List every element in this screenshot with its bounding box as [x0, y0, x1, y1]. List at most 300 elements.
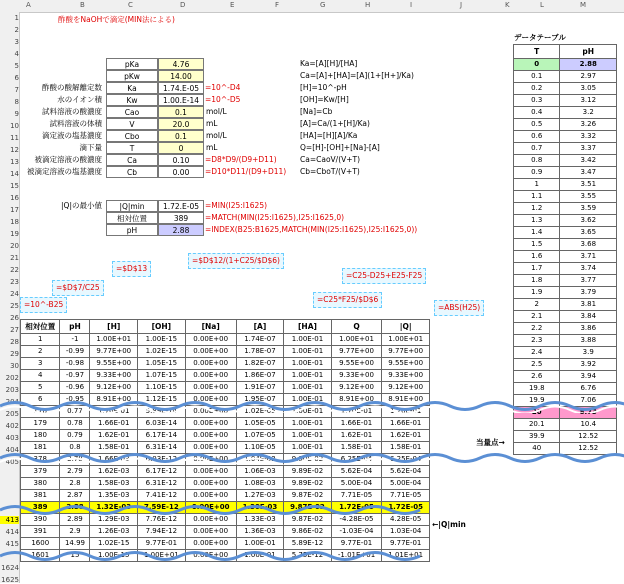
table-cell[interactable]: 7.41E-12 — [138, 490, 186, 502]
table-cell[interactable]: Q — [331, 320, 382, 334]
data-table-cell[interactable]: 3.05 — [560, 83, 617, 95]
param-label[interactable]: 水のイオン積 — [57, 95, 102, 104]
table-cell[interactable]: 1.07E-05 — [236, 430, 284, 442]
column-letter[interactable]: A — [26, 1, 31, 9]
table-cell[interactable]: 0.00E+00 — [185, 358, 236, 370]
row-number[interactable]: 6 — [14, 74, 19, 82]
row-number[interactable]: 402 — [5, 422, 19, 430]
table-cell[interactable]: 7.71E-05 — [331, 490, 382, 502]
table-cell[interactable]: 1.00E-15 — [90, 550, 138, 562]
data-table-cell[interactable]: 1.7 — [514, 263, 560, 275]
param-label[interactable]: 試料溶液の酸濃度 — [42, 107, 102, 116]
row-number[interactable]: 2 — [14, 26, 19, 34]
table-cell[interactable]: 6.31E-14 — [138, 442, 186, 454]
table-cell[interactable]: [H] — [90, 320, 138, 334]
table-cell[interactable]: 1.00E-01 — [284, 334, 332, 346]
data-table-cell[interactable]: 2.4 — [514, 347, 560, 359]
data-table-cell[interactable]: 0.8 — [514, 155, 560, 167]
table-cell[interactable]: |Q| — [382, 320, 430, 334]
table-cell[interactable]: 1.70E-01 — [331, 406, 382, 418]
table-cell[interactable]: 1.58E-01 — [90, 442, 138, 454]
data-table-cell[interactable]: 19.8 — [514, 383, 560, 395]
table-cell[interactable]: 378 — [21, 454, 60, 466]
row-number[interactable]: 26 — [10, 314, 19, 322]
table-cell[interactable]: 1.82E-07 — [236, 358, 284, 370]
data-table-cell[interactable]: 2.3 — [514, 335, 560, 347]
table-cell[interactable]: 1.00E+01 — [382, 334, 430, 346]
param-note[interactable]: [OH]=Kw/[H] — [300, 95, 349, 104]
data-table-cell[interactable]: 2.2 — [514, 323, 560, 335]
min-value[interactable]: 389 — [158, 212, 204, 224]
row-number[interactable]: 19 — [10, 230, 19, 238]
table-cell[interactable]: 181 — [21, 442, 60, 454]
table-cell[interactable]: [Na] — [185, 320, 236, 334]
row-number[interactable]: 413 — [0, 516, 19, 524]
table-cell[interactable]: 389 — [21, 502, 60, 514]
data-table-cell[interactable]: 3.81 — [560, 299, 617, 311]
param-formula[interactable] — [205, 58, 295, 70]
table-cell[interactable]: 1.00E-01 — [284, 370, 332, 382]
param-label[interactable]: 試料溶液の体積 — [49, 119, 102, 128]
table-cell[interactable]: 1.36E-03 — [236, 526, 284, 538]
table-cell[interactable]: 1.00E-01 — [284, 430, 332, 442]
data-table-cell[interactable]: 1.2 — [514, 203, 560, 215]
table-cell[interactable]: 4 — [21, 370, 60, 382]
data-table-cell[interactable]: 0.1 — [514, 71, 560, 83]
param-note[interactable]: [Na]=Cb — [300, 107, 333, 116]
table-cell[interactable]: 9.87E-02 — [284, 490, 332, 502]
min-label[interactable] — [20, 224, 102, 236]
sheet-title[interactable]: 酢酸をNaOHで滴定(MIN法による) — [58, 15, 175, 24]
table-cell[interactable]: 8.91E+00 — [331, 394, 382, 406]
table-cell[interactable]: 6.17E-14 — [138, 430, 186, 442]
table-cell[interactable]: 9.33E+00 — [331, 370, 382, 382]
data-table-cell[interactable]: 3.59 — [560, 203, 617, 215]
table-cell[interactable]: 9.12E+00 — [90, 382, 138, 394]
table-cell[interactable]: 1.74E-07 — [236, 334, 284, 346]
table-cell[interactable]: 1.00E-01 — [284, 418, 332, 430]
row-number[interactable]: 28 — [10, 338, 19, 346]
table-cell[interactable]: -0.97 — [60, 370, 90, 382]
table-cell[interactable]: 2.87 — [60, 490, 90, 502]
column-letter[interactable]: D — [180, 1, 186, 9]
data-table-cell[interactable]: 0.6 — [514, 131, 560, 143]
row-number[interactable]: 405 — [5, 458, 19, 466]
min-value[interactable]: 2.88 — [158, 224, 204, 236]
data-table-cell[interactable]: 3.2 — [560, 107, 617, 119]
table-cell[interactable]: 1 — [21, 334, 60, 346]
table-cell[interactable]: 1.70E-01 — [90, 406, 138, 418]
data-table-cell[interactable]: 3.51 — [560, 179, 617, 191]
param-note[interactable]: [H]=10^-pH — [300, 83, 347, 92]
table-cell[interactable]: 5.00E-04 — [331, 478, 382, 490]
data-table-cell[interactable]: 19.9 — [514, 395, 560, 407]
row-number[interactable]: 7 — [14, 86, 19, 94]
data-table-cell[interactable]: 3.37 — [560, 143, 617, 155]
row-number[interactable]: 1624 — [1, 564, 19, 572]
table-cell[interactable]: -4.28E-05 — [331, 514, 382, 526]
table-cell[interactable]: 0.8 — [60, 442, 90, 454]
table-cell[interactable]: 1.91E-07 — [236, 382, 284, 394]
param-note[interactable]: Cb=CboT/(V+T) — [300, 167, 360, 176]
table-cell[interactable]: 0.79 — [60, 430, 90, 442]
table-cell[interactable]: 相対位置 — [21, 320, 60, 334]
param-label[interactable]: 酢酸の酸解離定数 — [42, 83, 102, 92]
table-cell[interactable]: 9.90E-02 — [284, 454, 332, 466]
table-cell[interactable]: 179 — [21, 418, 60, 430]
param-formula[interactable] — [205, 70, 295, 82]
table-cell[interactable]: 379 — [21, 466, 60, 478]
table-cell[interactable]: 5.89E-12 — [284, 538, 332, 550]
table-cell[interactable]: 0.78 — [60, 418, 90, 430]
table-cell[interactable]: 1.27E-03 — [236, 490, 284, 502]
table-cell[interactable]: 9.12E+00 — [382, 382, 430, 394]
row-number[interactable]: 20 — [10, 242, 19, 250]
table-cell[interactable]: 8.91E+00 — [382, 394, 430, 406]
data-table-header[interactable]: pH — [560, 45, 617, 59]
param-symbol[interactable]: Kw — [106, 94, 158, 106]
data-table-cell[interactable]: 0.7 — [514, 143, 560, 155]
data-table-cell[interactable]: 3.79 — [560, 287, 617, 299]
data-table-cell[interactable]: 0.9 — [514, 167, 560, 179]
column-letter[interactable]: B — [80, 1, 85, 9]
row-number[interactable]: 3 — [14, 38, 19, 46]
table-cell[interactable]: 7.76E-12 — [138, 514, 186, 526]
param-unit[interactable]: mol/L — [206, 131, 227, 140]
column-letter[interactable]: C — [128, 1, 133, 9]
table-cell[interactable]: 4.28E-05 — [382, 514, 430, 526]
table-cell[interactable]: [HA] — [284, 320, 332, 334]
table-cell[interactable]: 6.03E-12 — [138, 454, 186, 466]
table-cell[interactable]: 1.29E-03 — [90, 514, 138, 526]
table-cell[interactable]: 0.00E+00 — [185, 490, 236, 502]
column-letter[interactable]: I — [410, 1, 413, 9]
table-cell[interactable]: 5.89E-14 — [138, 406, 186, 418]
data-table-cell[interactable]: 3.26 — [560, 119, 617, 131]
row-number[interactable]: 202 — [5, 374, 19, 382]
data-table-cell[interactable]: 7.06 — [560, 395, 617, 407]
row-number[interactable]: 17 — [10, 206, 19, 214]
param-symbol[interactable]: Cb — [106, 166, 158, 178]
param-unit[interactable]: mL — [206, 143, 218, 152]
min-formula[interactable]: =INDEX(B25:B1625,MATCH(MIN(I25:I1625),I25:I1625,0)) — [205, 225, 418, 234]
data-table-cell[interactable]: 40 — [514, 443, 560, 455]
param-formula[interactable] — [205, 130, 295, 142]
data-table-cell[interactable]: 1.9 — [514, 287, 560, 299]
row-number[interactable]: 1625 — [1, 576, 19, 584]
row-number[interactable]: 4 — [14, 50, 19, 58]
param-symbol[interactable]: Cbo — [106, 130, 158, 142]
data-table-cell[interactable]: 1.3 — [514, 215, 560, 227]
table-cell[interactable]: 0.77 — [60, 406, 90, 418]
min-formula[interactable]: =MIN(I25:I1625) — [205, 201, 268, 210]
table-cell[interactable]: 1.00E-01 — [284, 382, 332, 394]
table-cell[interactable]: 1.10E-05 — [236, 442, 284, 454]
table-cell[interactable]: 1.00E-01 — [284, 358, 332, 370]
table-cell[interactable]: 1.66E-01 — [331, 418, 382, 430]
table-cell[interactable]: 1.35E-03 — [90, 490, 138, 502]
table-cell[interactable]: 0.00E+00 — [185, 382, 236, 394]
table-cell[interactable]: 1.00E+01 — [90, 334, 138, 346]
table-cell[interactable]: 9.87E-02 — [284, 514, 332, 526]
table-cell[interactable]: 1.05E-05 — [236, 418, 284, 430]
table-cell[interactable]: 9.89E-02 — [284, 466, 332, 478]
param-symbol[interactable]: Ka — [106, 82, 158, 94]
table-cell[interactable]: 1.00E-01 — [236, 538, 284, 550]
table-cell[interactable]: -0.95 — [60, 394, 90, 406]
table-cell[interactable]: 6.17E-12 — [138, 466, 186, 478]
table-cell[interactable]: -0.98 — [60, 358, 90, 370]
table-cell[interactable]: 0.00E+00 — [185, 346, 236, 358]
data-table-cell[interactable]: 0.3 — [514, 95, 560, 107]
data-table-cell[interactable]: 1.1 — [514, 191, 560, 203]
data-table-cell[interactable]: 3.12 — [560, 95, 617, 107]
table-cell[interactable]: 391 — [21, 526, 60, 538]
table-cell[interactable]: 9.89E-02 — [284, 478, 332, 490]
data-table-cell[interactable]: 3.74 — [560, 263, 617, 275]
param-value[interactable]: 20.0 — [158, 118, 204, 130]
row-number[interactable]: 203 — [5, 386, 19, 394]
table-cell[interactable]: 9.55E+00 — [382, 358, 430, 370]
param-symbol[interactable]: pKa — [106, 58, 158, 70]
column-letter[interactable]: G — [320, 1, 326, 9]
table-cell[interactable]: [OH] — [138, 320, 186, 334]
table-cell[interactable]: 1.95E-07 — [236, 394, 284, 406]
row-number[interactable]: 15 — [10, 182, 19, 190]
table-cell[interactable]: 9.12E+00 — [331, 382, 382, 394]
param-value[interactable]: 0.10 — [158, 154, 204, 166]
param-note[interactable]: Q=[H]-[OH]+[Na]-[A] — [300, 143, 380, 152]
row-number[interactable]: 27 — [10, 326, 19, 334]
table-cell[interactable]: 9.55E+00 — [331, 358, 382, 370]
table-cell[interactable]: 6.25E-04 — [382, 454, 430, 466]
min-symbol[interactable]: 相対位置 — [106, 212, 158, 224]
table-cell[interactable]: 9.33E+00 — [382, 370, 430, 382]
param-symbol[interactable]: T — [106, 142, 158, 154]
column-letter[interactable]: F — [275, 1, 280, 9]
table-cell[interactable]: 0.00E+00 — [185, 514, 236, 526]
table-cell[interactable]: 6 — [21, 394, 60, 406]
data-table-cell[interactable]: 1.5 — [514, 239, 560, 251]
table-cell[interactable]: 1.72E-05 — [331, 502, 382, 514]
table-cell[interactable]: -1.01E+01 — [331, 550, 382, 562]
row-number[interactable]: 5 — [14, 62, 19, 70]
table-cell[interactable]: 1.58E-01 — [331, 442, 382, 454]
param-value[interactable]: 0 — [158, 142, 204, 154]
table-cell[interactable]: 5 — [21, 382, 60, 394]
table-cell[interactable]: 1.58E-03 — [90, 478, 138, 490]
table-cell[interactable]: 1.00E-01 — [284, 346, 332, 358]
row-number[interactable]: 414 — [5, 528, 19, 536]
table-cell[interactable]: -0.99 — [60, 346, 90, 358]
column-letter[interactable]: K — [505, 1, 510, 9]
param-formula[interactable]: =D10*D11/(D9+D11) — [205, 167, 287, 176]
param-label[interactable] — [20, 58, 102, 70]
param-formula[interactable]: =10^-D4 — [205, 83, 241, 92]
row-number[interactable]: 12 — [10, 146, 19, 154]
table-cell[interactable]: 9.77E+00 — [331, 346, 382, 358]
min-value[interactable]: 1.72.E-05 — [158, 200, 204, 212]
row-number[interactable]: 23 — [10, 278, 19, 286]
table-cell[interactable]: 2.78 — [60, 454, 90, 466]
table-cell[interactable]: 1.10E-15 — [138, 382, 186, 394]
table-cell[interactable]: -1 — [60, 334, 90, 346]
table-cell[interactable]: 9.77E-01 — [382, 538, 430, 550]
min-label[interactable]: |Q|の最小値 — [61, 201, 102, 210]
table-cell[interactable]: 6.03E-14 — [138, 418, 186, 430]
column-letter[interactable]: J — [460, 1, 463, 9]
data-table-cell[interactable]: 3.47 — [560, 167, 617, 179]
data-table-cell[interactable]: 39.9 — [514, 431, 560, 443]
table-cell[interactable]: 1.00E+01 — [138, 550, 186, 562]
table-cell[interactable]: 1601 — [21, 550, 60, 562]
table-cell[interactable]: 6.31E-12 — [138, 478, 186, 490]
param-label[interactable]: 被滴定溶液の酸濃度 — [34, 155, 102, 164]
table-cell[interactable]: 2.8 — [60, 478, 90, 490]
data-table-header[interactable]: T — [514, 45, 560, 59]
row-number[interactable]: 11 — [10, 134, 19, 142]
table-cell[interactable]: 1.70E-01 — [382, 406, 430, 418]
data-table-cell[interactable]: 3.62 — [560, 215, 617, 227]
param-label[interactable] — [20, 70, 102, 82]
row-number[interactable]: 25 — [10, 302, 19, 310]
table-cell[interactable]: 1.58E-01 — [382, 442, 430, 454]
data-table-cell[interactable]: 20 — [514, 407, 560, 419]
row-number[interactable]: 9 — [14, 110, 19, 118]
table-cell[interactable]: 1.02E-05 — [236, 406, 284, 418]
table-cell[interactable]: 1.66E-01 — [382, 418, 430, 430]
table-cell[interactable]: 9.77E+00 — [90, 346, 138, 358]
table-cell[interactable]: 7.59E-12 — [138, 502, 186, 514]
column-letter[interactable]: E — [230, 1, 235, 9]
data-table-cell[interactable]: 12.52 — [560, 443, 617, 455]
param-symbol[interactable]: pKw — [106, 70, 158, 82]
table-cell[interactable]: 1.03E-04 — [382, 526, 430, 538]
data-table-cell[interactable]: 2.1 — [514, 311, 560, 323]
param-formula[interactable] — [205, 106, 295, 118]
table-cell[interactable]: 0.00E+00 — [185, 442, 236, 454]
row-number[interactable]: 24 — [10, 290, 19, 298]
table-cell[interactable]: 1.08E-03 — [236, 478, 284, 490]
row-number[interactable]: 21 — [10, 254, 19, 262]
table-cell[interactable]: 1.06E-03 — [236, 466, 284, 478]
table-cell[interactable]: 1.62E-03 — [90, 466, 138, 478]
param-note[interactable]: Ca=CaoV/(V+T) — [300, 155, 361, 164]
row-number[interactable]: 10 — [10, 122, 19, 130]
table-cell[interactable]: 0.00E+00 — [185, 478, 236, 490]
table-cell[interactable]: 1.00E-01 — [284, 394, 332, 406]
param-label[interactable]: 滴下量 — [79, 143, 102, 152]
table-cell[interactable]: 1.00E-01 — [236, 550, 284, 562]
table-cell[interactable]: 0.00E+00 — [185, 430, 236, 442]
param-formula[interactable]: =10^-D5 — [205, 95, 241, 104]
table-cell[interactable]: 1.72E-05 — [382, 502, 430, 514]
row-number[interactable]: 404 — [5, 446, 19, 454]
row-number[interactable]: 22 — [10, 266, 19, 274]
table-cell[interactable]: 5.62E-04 — [382, 466, 430, 478]
data-table-cell[interactable]: 3.65 — [560, 227, 617, 239]
row-number[interactable]: 205 — [5, 410, 19, 418]
table-cell[interactable]: 1.00E-01 — [284, 406, 332, 418]
data-table-cell[interactable]: 10.4 — [560, 419, 617, 431]
data-table-cell[interactable]: 3.42 — [560, 155, 617, 167]
data-table-cell[interactable]: 3.71 — [560, 251, 617, 263]
param-value[interactable]: 4.76 — [158, 58, 204, 70]
table-cell[interactable]: 0.00E+00 — [185, 454, 236, 466]
min-label[interactable] — [20, 212, 102, 224]
column-letter[interactable]: M — [580, 1, 587, 9]
table-cell[interactable]: 1.00E-15 — [138, 334, 186, 346]
data-table-cell[interactable]: 8.73 — [560, 407, 617, 419]
table-cell[interactable]: 7.94E-12 — [138, 526, 186, 538]
table-cell[interactable]: 14.99 — [60, 538, 90, 550]
data-table-cell[interactable]: 3.84 — [560, 311, 617, 323]
param-note[interactable]: [HA]=[H][A]/Ka — [300, 131, 358, 140]
table-cell[interactable]: 0.00E+00 — [185, 334, 236, 346]
table-cell[interactable]: 1.02E-15 — [138, 346, 186, 358]
row-number[interactable]: 13 — [10, 158, 19, 166]
data-table-cell[interactable]: 1.4 — [514, 227, 560, 239]
table-cell[interactable]: 0.00E+00 — [185, 466, 236, 478]
table-cell[interactable]: 0.00E+00 — [185, 370, 236, 382]
table-cell[interactable]: 1600 — [21, 538, 60, 550]
data-table-cell[interactable]: 2.97 — [560, 71, 617, 83]
data-table-cell[interactable]: 6.76 — [560, 383, 617, 395]
data-table-cell[interactable]: 0 — [514, 59, 560, 71]
table-cell[interactable]: -1.03E-04 — [331, 526, 382, 538]
table-cell[interactable]: [A] — [236, 320, 284, 334]
data-table-cell[interactable]: 3.68 — [560, 239, 617, 251]
row-number[interactable]: 30 — [10, 362, 19, 370]
table-cell[interactable]: 6.25E-04 — [331, 454, 382, 466]
table-cell[interactable]: 9.55E+00 — [90, 358, 138, 370]
param-note[interactable]: [A]=Ca/(1+[H]/Ka) — [300, 119, 370, 128]
table-cell[interactable]: 1.62E-01 — [382, 430, 430, 442]
data-table-cell[interactable]: 3.94 — [560, 371, 617, 383]
table-cell[interactable]: 178 — [21, 406, 60, 418]
data-table-cell[interactable]: 12.52 — [560, 431, 617, 443]
min-formula[interactable]: =MATCH(MIN(I25:I1625),I25:I1625,0) — [205, 213, 345, 222]
table-cell[interactable]: 5.00E-04 — [382, 478, 430, 490]
table-cell[interactable]: pH — [60, 320, 90, 334]
data-table-cell[interactable]: 0.5 — [514, 119, 560, 131]
param-note[interactable]: Ca=[A]+[HA]=[A](1+[H+]/Ka) — [300, 71, 414, 80]
table-cell[interactable]: 1.66E-01 — [90, 418, 138, 430]
data-table-cell[interactable]: 3.9 — [560, 347, 617, 359]
table-cell[interactable]: 1.78E-07 — [236, 346, 284, 358]
table-cell[interactable]: 1.00E+01 — [331, 334, 382, 346]
table-cell[interactable]: 1.62E-01 — [90, 430, 138, 442]
param-value[interactable]: 0.1 — [158, 106, 204, 118]
table-cell[interactable]: 1.62E-01 — [331, 430, 382, 442]
row-number[interactable]: 415 — [5, 540, 19, 548]
param-formula[interactable]: =D8*D9/(D9+D11) — [205, 155, 277, 164]
data-table-cell[interactable]: 3.92 — [560, 359, 617, 371]
param-note[interactable]: Ka=[A][H]/[HA] — [300, 59, 358, 68]
param-label[interactable]: 滴定液の塩基濃度 — [42, 131, 102, 140]
data-table-cell[interactable]: 3.77 — [560, 275, 617, 287]
data-table-cell[interactable]: 3.55 — [560, 191, 617, 203]
table-cell[interactable]: 381 — [21, 490, 60, 502]
param-value[interactable]: 14.00 — [158, 70, 204, 82]
table-cell[interactable]: 1.01E+01 — [382, 550, 430, 562]
table-cell[interactable]: 0.00E+00 — [185, 394, 236, 406]
param-symbol[interactable]: Ca — [106, 154, 158, 166]
param-formula[interactable] — [205, 142, 295, 154]
row-number[interactable]: 14 — [10, 170, 19, 178]
param-unit[interactable]: mL — [206, 119, 218, 128]
table-cell[interactable]: 390 — [21, 514, 60, 526]
